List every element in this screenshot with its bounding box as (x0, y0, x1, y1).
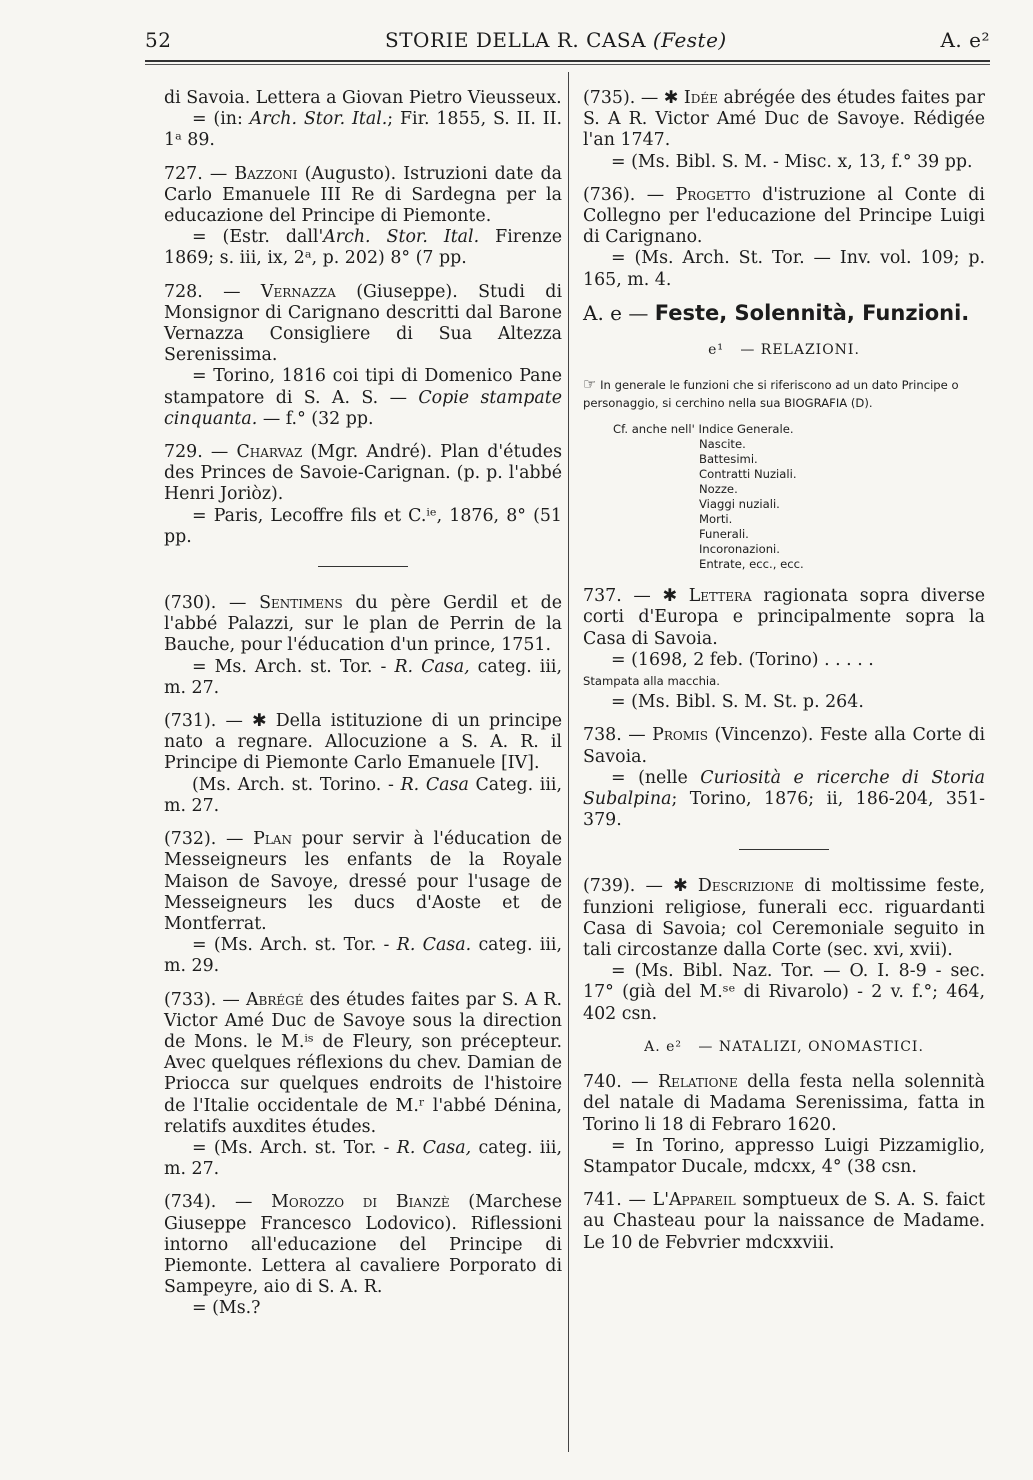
entry-number: 737. — ✱ (583, 586, 678, 607)
pub-pre: = (Ms. Arch. st. Tor. - (192, 1137, 397, 1158)
cf-item: Viaggi nuziali. (699, 497, 780, 512)
running-title-paren: (Feste) (652, 28, 727, 52)
entry-number: (735). — ✱ (583, 88, 679, 108)
entry-738 (583, 725, 985, 831)
entry-text (583, 876, 985, 961)
entry-text (164, 1192, 562, 1298)
section-title: Feste, Solennità, Funzioni. (654, 300, 970, 325)
cf-lead: Cf. anche nell' Indice Generale. (613, 422, 794, 437)
cf-item: Contratti Nuziali. (699, 467, 797, 482)
entry-730 (164, 593, 562, 699)
entry-small-note: Stampata alla macchia. (583, 674, 720, 689)
left-column (164, 88, 562, 1332)
running-title-text: STORIE DELLA R. CASA (385, 28, 647, 52)
entry-pub (164, 657, 562, 699)
column-divider (568, 72, 569, 1452)
editorial-note (583, 375, 985, 412)
running-title (385, 28, 727, 52)
entry-pub (164, 935, 562, 977)
entry-pub (164, 1138, 562, 1180)
entry-pub (583, 768, 985, 832)
entry-title: (Vincenzo). Feste alla Corte di Savoia. (583, 725, 986, 767)
pub-post: ; Fir. 1855, S. II. II. 1ᵃ 89. (164, 109, 562, 151)
entry-author: Charvaz (236, 442, 303, 463)
entry-author: Progetto (675, 184, 751, 205)
entry-number: 740. — (583, 1072, 649, 1093)
entry-732 (164, 829, 562, 977)
pub-pre: = (in: (192, 109, 250, 130)
entry-pub: = (1698, 2 feb. (Torino) . . . . . (611, 649, 874, 670)
entry-text (583, 1072, 985, 1136)
cf-item: Entrate, ecc., ecc. (699, 557, 804, 572)
entry-733 (164, 990, 562, 1181)
section-mark: A. e² (940, 28, 990, 52)
entry-pub (164, 366, 562, 430)
entry-title: pour servir à l'éducation de Messeigneurs les enfants de la Royale Maison de Savoye, dressé pour l'usage de Messeigneurs les ducs d'Aoste et de Montferrat. (164, 829, 562, 934)
separator-rule (318, 566, 408, 567)
entry-number: 729. — (164, 442, 229, 463)
entry-author: Relatione (658, 1072, 738, 1093)
entry-title: d'istruzione al Conte di Collegno per l'educazione del Principe Luigi di Carignano. (583, 184, 985, 248)
pub-post: — f.° (32 pp. (257, 408, 374, 429)
pub-italic: Arch. Stor. Ital. (249, 109, 388, 130)
entry-text (583, 1190, 985, 1254)
entry-number: (739). — ✱ (583, 876, 688, 897)
entry-author: Abrégé (245, 989, 304, 1010)
pub-pre: = (nelle (611, 767, 701, 788)
entry-text (583, 725, 985, 767)
entry-number: 738. — (583, 725, 646, 746)
entry-number: (736). — (583, 184, 665, 205)
cf-item: Nascite. (699, 437, 746, 452)
entry-text (583, 586, 985, 650)
cf-item: Morti. (699, 512, 733, 527)
pub-pre: = (Estr. dall' (192, 227, 324, 248)
entry-pub: = In Torino, appresso Luigi Pizzamiglio, Stampator Ducale, mdcxx, 4° (38 csn. (583, 1135, 985, 1177)
pub-post: Firenze 1869; s. iii, ix, 2ᵃ, p. 202) 8° (7 pp. (164, 227, 563, 269)
pub-pre: = Torino, 1816 coi tipi di Domenico Pane stampatore di S. A. S. — (164, 366, 562, 408)
pub-post: categ. iii, m. 27. (164, 1137, 562, 1180)
subsection-title: — RELAZIONI. (740, 342, 860, 359)
header-rule (145, 60, 990, 62)
entry-author: L'Appareil (652, 1190, 736, 1211)
entry-pub-2: = (Ms. Bibl. S. M. St. p. 264. (611, 692, 864, 713)
subsection-label: e¹ (708, 342, 724, 359)
entry-734 (164, 1192, 562, 1319)
cf-item: Funerali. (699, 527, 749, 542)
pointing-hand-icon: ☞ (583, 375, 597, 394)
entry-736 (583, 185, 985, 291)
entry-title: abrégée des études faites par S. A R. Victor Amé Duc de Savoye. Rédigée l'an 1747. (583, 88, 985, 151)
right-column (583, 88, 985, 1266)
subsection-heading-natalizi (583, 1037, 985, 1058)
entry-pub: = (Ms. Arch. St. Tor. — Inv. vol. 109; p. 165, m. 4. (583, 248, 985, 290)
entry-author: Sentimens (259, 593, 343, 614)
cf-item: Battesimi. (699, 452, 758, 467)
entry-author: Morozzo di Bianzè (271, 1192, 450, 1213)
entry-author: Vernazza (260, 281, 336, 302)
cf-item: Nozze. (699, 482, 738, 497)
entry-number: (731). — ✱ (164, 711, 267, 732)
entry-pub (164, 775, 562, 817)
entry-title: du père Gerdil et de l'abbé Palazzi, sur le plan de Perrin de la Bauche, pour l'éducation d'un prince, 1751. (164, 593, 562, 656)
section-heading (583, 300, 985, 325)
subsection-title: — NATALIZI, ONOMASTICI. (698, 1038, 924, 1055)
section-prefix: A. e — (583, 300, 649, 325)
entry-740 (583, 1072, 985, 1178)
entry-number: 741. — (583, 1190, 646, 1211)
entry-729 (164, 442, 562, 548)
entry-pub: = Paris, Lecoffre fils et C.ⁱᵉ, 1876, 8° (51 pp. (164, 505, 562, 547)
entry-text (583, 88, 985, 152)
entry-number: (730). — (164, 593, 247, 614)
entry-number: (732). — (164, 829, 244, 850)
pub-italic: R. Casa (400, 774, 469, 795)
entry-title: (Mgr. André). Plan d'études des Princes de Savoie-Carignan. (p. p. l'abbé Henri Joriòz). (164, 442, 563, 505)
entry-title: (Marchese Giuseppe Francesco Lodovico). Riflessioni intorno all'educazione del Principe di Piemonte. Lettera al cavaliere Porporato di Sampeyre, aio di S. A. R. (164, 1192, 563, 1298)
entry-726-cont (164, 88, 562, 152)
running-header (145, 20, 990, 60)
entry-pub (164, 227, 562, 269)
entry-title: somptueux de S. A. S. faict au Chasteau pour la naissance de Madame. Le 10 de Febvrier mdcxxviii. (583, 1190, 986, 1253)
entry-text (164, 990, 562, 1138)
entry-pub: = (Ms. Bibl. S. M. - Misc. x, 13, f.° 39 pp. (611, 151, 973, 172)
entry-title: des études faites par S. A R. Victor Amé Duc de Savoye sous la direction de Mons. le M.ⁱˢ de Fleury, son précepteur. Avec quelques réflexions du chev. Damian de Priocca sur quelques endroits de l'histoire de l'Italie occidentale de M.ʳ l'abbé Dénina, relatifs auxdites études. (164, 989, 563, 1137)
entry-author: Promis (652, 725, 708, 746)
entry-title: della festa nella solennità del natale di Madama Serenissima, fatta in Torino li 18 di Febraro 1620. (583, 1072, 986, 1135)
pub-post: categ. iii, m. 29. (164, 935, 562, 977)
pub-italic: R. Casa, (396, 1137, 472, 1158)
entry-text (164, 593, 562, 657)
entry-number: 728. — (164, 281, 241, 302)
pub-pre: = (Ms. Arch. st. Tor. - (192, 935, 397, 956)
entry-pub: = (Ms.? (192, 1298, 261, 1319)
pub-italic: Curiosità e ricerche di Storia Subalpina (583, 767, 985, 810)
entry-title: (Giuseppe). Studi di Monsignor di Carignano descritti dal Barone Vernazza Consigliere di Sua Altezza Serenissima. (164, 281, 563, 366)
note-text: In generale le funzioni che si riferiscono ad un dato Principe o personaggio, si cerchino nella sua BIOGRAFIA (D). (583, 378, 959, 411)
entry-737 (583, 586, 985, 713)
entry-author: Bazzoni (234, 163, 298, 184)
entry-number: (734). — (164, 1192, 253, 1213)
entry-735 (583, 88, 985, 173)
entry-text (164, 711, 562, 775)
entry-author: Idée (683, 88, 718, 108)
entry-text (164, 282, 562, 367)
entry-739 (583, 876, 985, 1024)
entry-727 (164, 164, 562, 270)
pub-italic: R. Casa. (396, 935, 472, 956)
cf-item: Incoronazioni. (699, 542, 780, 557)
entry-title: (Augusto). Istruzioni date da Carlo Emanuele III Re di Sardegna per la educazione del Principe di Piemonte. (164, 163, 563, 227)
pub-italic: Copie stampate cinquanta. (164, 387, 563, 429)
entry-title: ragionata sopra diverse corti d'Europa e principalmente sopra la Casa di Savoia. (583, 586, 985, 649)
header-rule-thin (145, 64, 990, 65)
entry-728 (164, 282, 562, 430)
entry-731 (164, 711, 562, 817)
entry-number: (733). — (164, 989, 240, 1010)
cf-list (699, 437, 985, 572)
entry-author: Lettera (688, 586, 752, 607)
entry-title: di moltissime feste, funzioni religiose, funerali ecc. riguardanti Casa di Savoia; col Ceremoniale seguito in tali circostanze dalla Corte (sec. xvi, xvii). (583, 876, 985, 961)
entry-pub: = (Ms. Bibl. Naz. Tor. — O. I. 8-9 - sec. 17° (già del M.ˢᵉ di Rivarolo) - 2 v. f.°; 464, 402 csn. (583, 961, 985, 1024)
entry-title: Della istituzione di un principe nato a regnare. Allocuzione a S. A. R. il Principe di Piemonte Carlo Emanuele [IV]. (164, 711, 562, 774)
entry-text: di Savoia. Lettera a Giovan Pietro Vieusseux. (164, 88, 562, 108)
pub-post: Categ. iii, m. 27. (164, 774, 563, 816)
entry-number: 727. — (164, 163, 228, 184)
separator-rule (739, 849, 829, 850)
cross-reference (613, 422, 985, 572)
entry-741 (583, 1190, 985, 1254)
pub-pre: = Ms. Arch. st. Tor. - (192, 656, 395, 677)
pub-post: ; Torino, 1876; ii, 186-204, 351-379. (583, 789, 985, 831)
entry-text (583, 185, 985, 249)
entry-author: Descrizione (697, 876, 794, 897)
entry-pub (164, 109, 562, 151)
pub-pre: (Ms. Arch. st. Torino. - (192, 774, 401, 795)
entry-text (164, 442, 562, 506)
pub-post: categ. iii, m. 27. (164, 656, 562, 698)
page-number: 52 (145, 28, 172, 52)
entry-text (164, 829, 562, 935)
subsection-label: A. e² (644, 1038, 683, 1055)
entry-text (164, 164, 562, 228)
pub-italic: R. Casa, (394, 656, 470, 677)
subsection-heading-relazioni (583, 340, 985, 361)
entry-author: Plan (253, 829, 292, 850)
pub-italic: Arch. Stor. Ital. (323, 227, 480, 248)
